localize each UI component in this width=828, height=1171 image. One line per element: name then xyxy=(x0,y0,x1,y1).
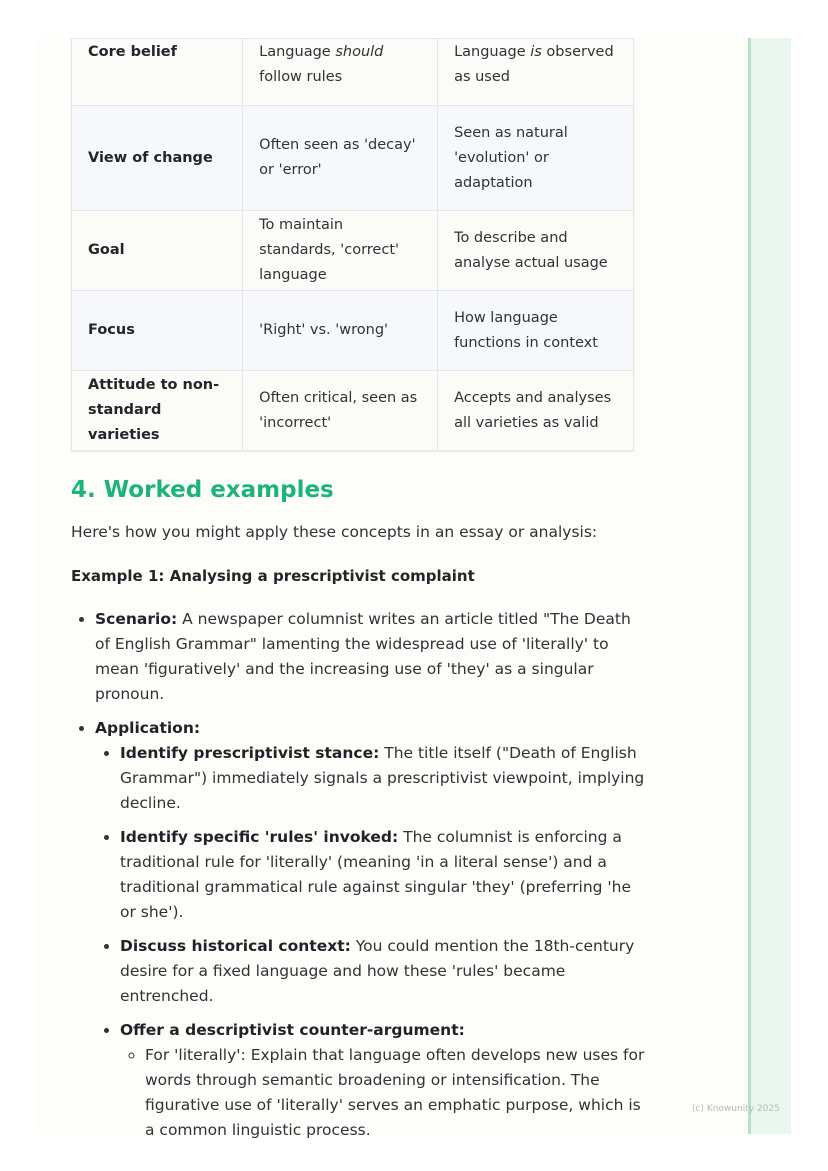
prescriptive-cell: Often critical, seen as 'incorrect' xyxy=(243,371,438,451)
descriptive-cell: Accepts and analyses all varieties as valid xyxy=(438,371,634,451)
table-row xyxy=(72,106,634,211)
list-item: • Identify specific 'rules' invoked: The columnist is enforcing a traditional rule for 'literally' (meaning 'in a literal sense') and a traditional grammatical rule against singular 'they' (preferring 'he or she'). xyxy=(120,825,646,925)
example-list xyxy=(71,607,646,1152)
table-row xyxy=(72,39,634,106)
table-row xyxy=(72,371,634,451)
row-label: Focus xyxy=(72,291,243,371)
prescriptive-cell: 'Right' vs. 'wrong' xyxy=(243,291,438,371)
descriptive-cell: Language is observed as used xyxy=(438,39,634,106)
table-row xyxy=(72,211,634,291)
prescriptive-cell: To maintain standards, 'correct' language xyxy=(243,211,438,291)
example-title: Example 1: Analysing a prescriptivist complaint xyxy=(71,567,475,585)
intro-paragraph: Here's how you might apply these concepts in an essay or analysis: xyxy=(71,523,598,541)
descriptive-cell: Seen as natural 'evolution' or adaptation xyxy=(438,106,634,211)
prescriptive-cell: Often seen as 'decay' or 'error' xyxy=(243,106,438,211)
table-row xyxy=(72,291,634,371)
scenario-text: A newspaper columnist writes an article titled "The Death of English Grammar" lamenting the widespread use of 'literally' to mean 'figuratively' and the increasing use of 'they' as a singular pronoun. xyxy=(95,610,631,703)
side-accent-line xyxy=(748,38,751,1134)
row-label: Goal xyxy=(72,211,243,291)
section-heading: 4. Worked examples xyxy=(71,477,334,503)
copyright-footer: (c) Knowunity 2025 xyxy=(692,1104,780,1114)
list-item: • Identify prescriptivist stance: The title itself ("Death of English Grammar") immediately signals a prescriptivist viewpoint, implying decline. xyxy=(120,741,646,816)
list-item-application xyxy=(95,716,646,1143)
list-item: ◦ For 'literally': Explain that language often develops new uses for words through semantic broadening or intensification. The figurative use of 'literally' serves an emphatic purpose, which is a common linguistic process. xyxy=(145,1043,646,1143)
row-label: Core belief xyxy=(72,39,243,106)
application-label: Application: xyxy=(95,719,201,737)
list-item-scenario xyxy=(95,607,646,707)
prescriptive-cell: Language should follow rules xyxy=(243,39,438,106)
row-label: Attitude to non-standard varieties xyxy=(72,371,243,451)
scenario-label: Scenario: xyxy=(95,610,178,628)
comparison-table xyxy=(71,38,634,451)
row-label: View of change xyxy=(72,106,243,211)
descriptive-cell: How language functions in context xyxy=(438,291,634,371)
list-item: • Offer a descriptivist counter-argument: ◦ For 'literally': Explain that language often develops new uses for words through semantic broadening or intensification. The figurative use of 'literally' serves an emphatic purpose, which is a common linguistic process. xyxy=(120,1018,646,1143)
list-item: • Discuss historical context: You could mention the 18th-century desire for a fixed language and how these 'rules' became entrenched. xyxy=(120,934,646,1009)
side-band xyxy=(748,38,791,1134)
descriptive-cell: To describe and analyse actual usage xyxy=(438,211,634,291)
